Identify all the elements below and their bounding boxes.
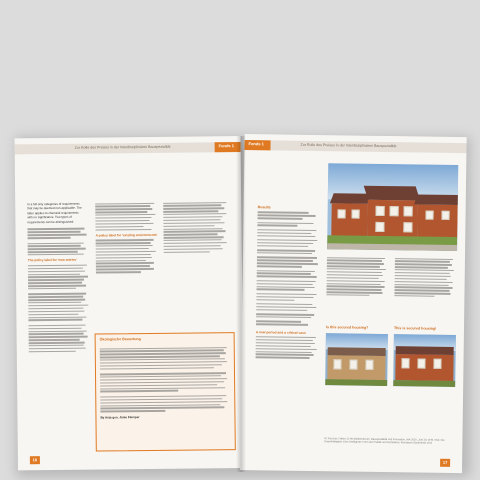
right-running-title: Zur Rolle des Preises in der Interdisziplinären Bauspezialität: [300, 142, 397, 149]
housing-photo-small-left: [325, 333, 388, 386]
right-header-tag: Fonds 1: [248, 141, 264, 147]
right-page-number: 17: [440, 459, 450, 467]
left-header-tag: Fonds 1: [218, 143, 234, 149]
left-page-number: 16: [30, 456, 40, 464]
intro-line-2: that may be deemed non-applicable. The: [27, 206, 82, 211]
right-page-header: [244, 140, 466, 153]
info-box: [95, 332, 236, 451]
right-header-tag-bar: [244, 140, 270, 150]
left-column-3: [163, 200, 230, 254]
heading-existing-environments: A policy label for 'existing environments': [95, 232, 158, 238]
left-running-title: Zur Rolle des Preises in der Interdisziplinären Bauspezialität: [74, 144, 171, 150]
left-column-2: [95, 201, 158, 275]
results-heading: Results: [257, 205, 271, 210]
new-period-heading: A new period and a critical case: [255, 329, 306, 335]
intro-line-1: In a full only categories of requirements: [27, 201, 80, 207]
left-page-header: [15, 142, 241, 154]
caption-left: Is this secured housing?: [325, 325, 369, 330]
book-spine: [236, 136, 246, 472]
housing-photo-main: [327, 163, 458, 251]
right-column-1: [256, 202, 322, 360]
left-page: [15, 136, 244, 470]
left-column-1: [27, 202, 91, 354]
intro-line-5: requirements can be distinguished:: [27, 219, 74, 224]
caption-right: This is secured housing!: [393, 326, 437, 331]
box-heading: Ökologische Bewertung: [99, 337, 141, 342]
right-column-3: [394, 256, 457, 299]
box-author: By Anja gen. Janie Flemper: [100, 414, 140, 420]
heading-new-entries: The policy label for 'new entries': [27, 258, 77, 263]
housing-photo-small-right: [393, 334, 456, 387]
intro-line-3: latter applies to chemical requirements: [27, 210, 79, 216]
footnote: M. Kreuzer, Faktor 12 Architektenforum, Bauspezialität und Innovation, WA 2020, Juni 20; W.M. Reif, Die Dauerhaftigkeit: Eine intelligente Form der Praktik und Architektur, Kienbaum Sonderheft 2011: [324, 437, 445, 446]
intro-line-4: with no significance. Two types of: [27, 214, 72, 220]
right-column-2: [326, 255, 389, 298]
right-page: [240, 134, 467, 473]
